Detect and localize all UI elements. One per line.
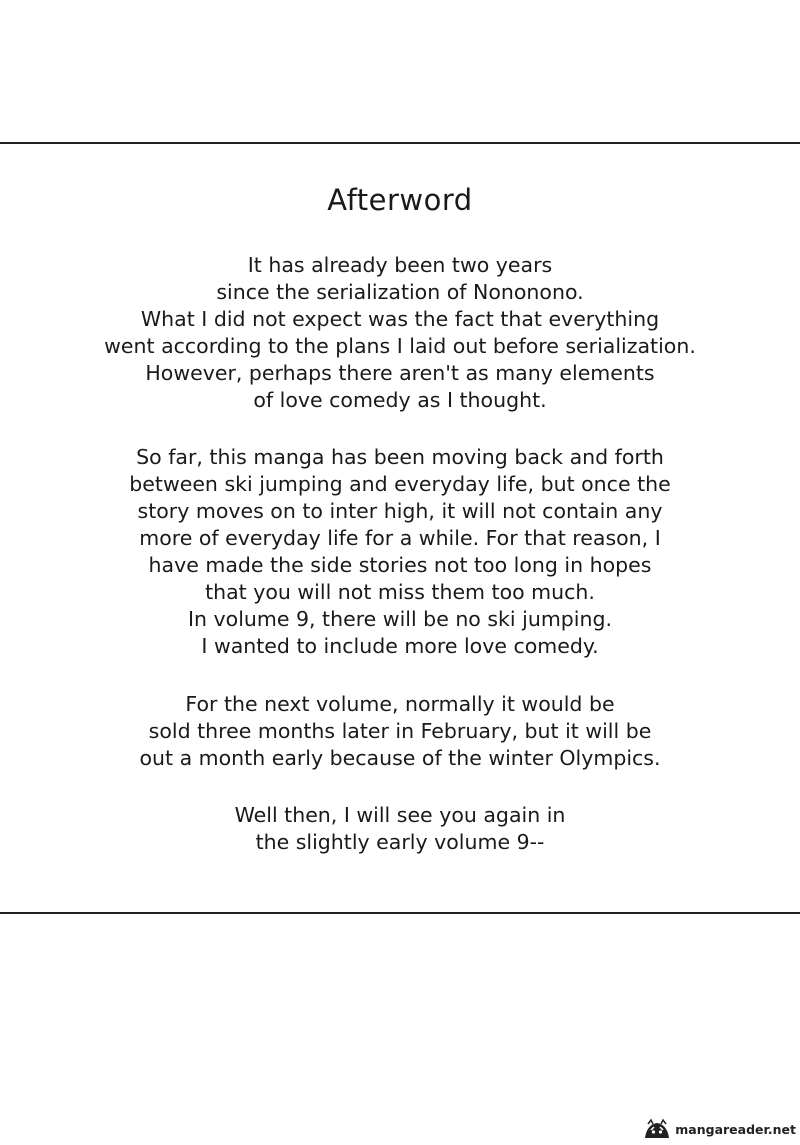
watermark[interactable] (642, 1118, 796, 1140)
text-line: sold three months later in February, but it will be (148, 719, 652, 743)
text-line: have made the side stories not too long in hopes (148, 553, 652, 577)
watermark-text: mangareader.net (675, 1121, 796, 1137)
text-line: It has already been two years (247, 253, 553, 277)
text-line: since the serialization of Nononono. (216, 280, 584, 304)
paragraph-2 (0, 444, 800, 660)
text-line: went according to the plans I laid out before serialization. (104, 334, 696, 358)
text-line: I wanted to include more love comedy. (201, 634, 599, 658)
top-divider (0, 142, 800, 144)
page-title: Afterword (327, 183, 473, 217)
text-line: story moves on to inter high, it will not contain any (137, 499, 663, 523)
text-line: out a month early because of the winter Olympics. (139, 746, 661, 770)
text-line: between ski jumping and everyday life, but once the (129, 472, 671, 496)
text-line: However, perhaps there aren't as many elements (145, 361, 655, 385)
paragraph-4 (0, 802, 800, 856)
text-line: more of everyday life for a while. For that reason, I (139, 526, 661, 550)
bottom-divider (0, 912, 800, 914)
text-line: of love comedy as I thought. (253, 388, 547, 412)
text-line: For the next volume, normally it would be (185, 692, 615, 716)
text-line: What I did not expect was the fact that everything (140, 307, 660, 331)
paragraph-3 (0, 691, 800, 772)
text-line: So far, this manga has been moving back and forth (136, 445, 664, 469)
text-line: Well then, I will see you again in (234, 803, 566, 827)
text-line: In volume 9, there will be no ski jumping. (187, 607, 613, 631)
text-line: the slightly early volume 9-- (255, 830, 545, 854)
paragraph-1 (0, 252, 800, 414)
text-line: that you will not miss them too much. (205, 580, 595, 604)
manga-character-logo-icon (642, 1118, 672, 1140)
